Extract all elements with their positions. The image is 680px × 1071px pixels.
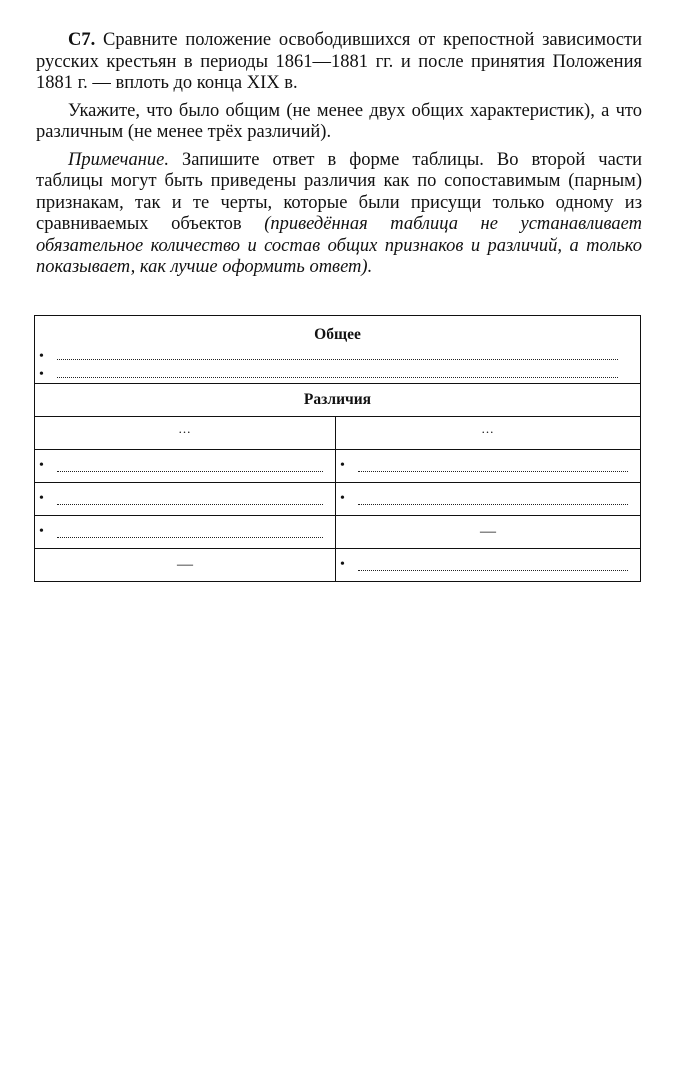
bullet-icon: • [340, 557, 345, 572]
difference-cell-right[interactable] [336, 450, 641, 483]
common-line-1[interactable] [35, 346, 640, 364]
dotted-answer-line [57, 537, 323, 538]
task-text [36, 30, 642, 279]
difference-cell-left[interactable] [35, 516, 336, 549]
task-question-text: Сравните положение освободившихся от крепостной зависимости русских крестьян в периоды 1861—1881 гг. и после принятия Положения 1881 г. — вплоть до конца XIX в. [36, 30, 642, 93]
answer-table [34, 315, 641, 582]
dotted-answer-line [57, 504, 323, 505]
period-header-row [35, 417, 641, 450]
period-header-left [35, 417, 336, 450]
period-header-right [336, 417, 641, 450]
common-line-2[interactable] [35, 364, 640, 382]
task-note [36, 150, 642, 279]
dotted-answer-line [358, 471, 628, 472]
bullet-icon: • [340, 491, 345, 506]
task-question [36, 30, 642, 95]
bullet-icon: • [39, 458, 44, 473]
difference-row [35, 450, 641, 483]
ellipsis-placeholder: ... [178, 420, 192, 436]
common-cell [35, 316, 641, 384]
bullet-icon: • [39, 348, 44, 364]
dash-cell: — [336, 516, 641, 549]
task-number: С7. [68, 30, 96, 50]
dash-cell: — [35, 549, 336, 582]
difference-cell-left[interactable] [35, 450, 336, 483]
dotted-answer-line [57, 359, 618, 360]
dotted-answer-line [57, 377, 618, 378]
bullet-icon: • [340, 458, 345, 473]
differences-header: Различия [35, 384, 641, 417]
bullet-icon: • [39, 524, 44, 539]
difference-row [35, 549, 641, 582]
bullet-icon: • [39, 491, 44, 506]
dotted-answer-line [358, 504, 628, 505]
note-text: Запишите ответ в форме таблицы. Во второй части таблицы могут быть приведены различия как по сопоставимым (парным) признакам, так и те черты, которые были присущи только одному из сравниваемых объектов [36, 149, 642, 234]
difference-cell-left[interactable] [35, 483, 336, 516]
difference-row [35, 483, 641, 516]
note-label: Примечание. [68, 149, 169, 170]
common-row [35, 316, 641, 384]
difference-row [35, 516, 641, 549]
ellipsis-placeholder: ... [481, 420, 495, 436]
dotted-answer-line [358, 570, 628, 571]
task-instruction: Укажите, что было общим (не менее двух общих характеристик), а что различным (не менее трёх различий). [36, 100, 642, 142]
bullet-icon: • [39, 366, 44, 382]
differences-header-row [35, 384, 641, 417]
difference-cell-right[interactable] [336, 483, 641, 516]
dotted-answer-line [57, 471, 323, 472]
difference-cell-right[interactable] [336, 549, 641, 582]
note-italic-text: (приведённая таблица не устанавливает обязательное количество и состав общих признаков и различий, а только показывает, как лучше оформить ответ). [36, 214, 643, 277]
common-header: Общее [314, 325, 361, 343]
